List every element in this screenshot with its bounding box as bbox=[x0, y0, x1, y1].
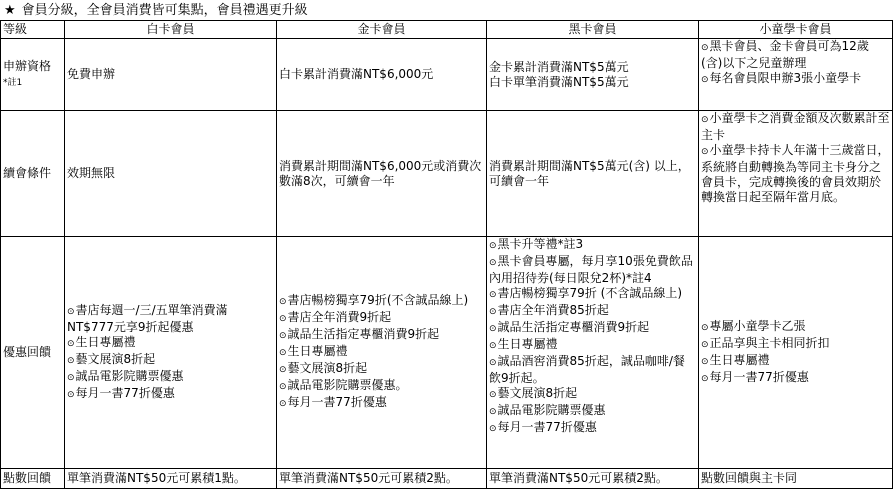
cell-text: 點數回饋與主卡同 bbox=[701, 471, 798, 485]
row-label-note: *註1 bbox=[3, 77, 23, 88]
cell-text: 單筆消費滿NT$50元可累積1點。 bbox=[67, 471, 246, 485]
col-header-black: 黑卡會員 bbox=[487, 21, 699, 39]
list-item: ⊙ 生日專屬禮 bbox=[489, 337, 696, 354]
cell-kids bbox=[699, 39, 893, 111]
cell-black bbox=[487, 111, 699, 237]
list-item: ⊙ 小童學卡持卡人年滿十三歲當日，系統將自動轉換為等同主卡身分之會員卡，完成轉換後的會員效期於轉換當日起至隔年當月底。 bbox=[701, 143, 890, 205]
list-item: ⊙ 正品享與主卡相同折扣 bbox=[701, 336, 890, 353]
col-header-level: 等級 bbox=[1, 21, 65, 39]
cell-text: 白卡單筆消費滿NT$5萬元 bbox=[489, 74, 629, 89]
row-label-text: 續會條件 bbox=[3, 166, 52, 180]
list-item: ⊙ 每月一書77折優惠 bbox=[489, 420, 696, 437]
cell-kids bbox=[699, 469, 893, 489]
list-item: ⊙ 每月一書77折優惠 bbox=[701, 370, 890, 387]
list-item: ⊙ 黑卡會員、金卡會員可為12歲(含)以下之兒童辦理 bbox=[701, 39, 890, 71]
list-item: ⊙ 書店暢榜獨享79折(不含誠品線上) bbox=[279, 293, 484, 310]
list-item: ⊙ 黑卡會員專屬，每月享10張免費飲品內用招待券(每日限兌2杯)*註4 bbox=[489, 254, 696, 286]
list-item: ⊙ 書店全年消費9折起 bbox=[279, 310, 484, 327]
cell-gold bbox=[277, 469, 487, 489]
list-item: ⊙ 每名會員限申辦3張小童學卡 bbox=[701, 71, 890, 88]
cell-white bbox=[65, 39, 277, 111]
col-header-kids: 小童學卡會員 bbox=[699, 21, 893, 39]
list-item: ⊙ 書店暢榜獨享79折 (不含誠品線上) bbox=[489, 286, 696, 303]
list-item: ⊙ 誠品電影院購票優惠。 bbox=[279, 378, 484, 395]
cell-gold bbox=[277, 39, 487, 111]
cell-text: 金卡累計消費滿NT$5萬元 bbox=[489, 59, 629, 74]
cell-white bbox=[65, 111, 277, 237]
cell-text: 消費累計期間滿NT$6,000元或消費次數滿8次，可續會一年 bbox=[279, 158, 482, 188]
col-header-gold: 金卡會員 bbox=[277, 21, 487, 39]
row-label bbox=[1, 111, 65, 237]
cell-text: 白卡累計消費滿NT$6,000元 bbox=[279, 67, 434, 81]
list-item: ⊙ 書店每週一/三/五單筆消費滿NT$777元享9折起優惠 bbox=[67, 303, 274, 335]
row-label-text: 優惠回饋 bbox=[3, 345, 52, 359]
cell-gold bbox=[277, 237, 487, 469]
cell-black bbox=[487, 237, 699, 469]
table-row bbox=[1, 111, 893, 237]
membership-table bbox=[0, 20, 893, 489]
row-label bbox=[1, 39, 65, 111]
list-item: ⊙ 誠品電影院購票優惠 bbox=[489, 403, 696, 420]
list-item: ⊙ 小童學卡之消費金額及次數累計至主卡 bbox=[701, 111, 890, 143]
row-label bbox=[1, 237, 65, 469]
col-header-white: 白卡會員 bbox=[65, 21, 277, 39]
page-title bbox=[4, 2, 308, 20]
list-item: ⊙ 每月一書77折優惠 bbox=[67, 386, 274, 403]
cell-black bbox=[487, 469, 699, 489]
cell-text: 單筆消費滿NT$50元可累積2點。 bbox=[279, 471, 458, 485]
title-text: 會員分級，全會員消費皆可集點，會員禮遇更升級 bbox=[21, 3, 308, 18]
cell-text: 免費申辦 bbox=[67, 67, 116, 81]
list-item: ⊙ 生日專屬禮 bbox=[67, 335, 274, 352]
cell-white bbox=[65, 469, 277, 489]
row-label bbox=[1, 469, 65, 489]
list-item: ⊙ 藝文展演8折起 bbox=[279, 361, 484, 378]
list-item: ⊙ 誠品生活指定專櫃消費9折起 bbox=[489, 320, 696, 337]
cell-gold bbox=[277, 111, 487, 237]
list-item: ⊙ 誠品電影院購票優惠 bbox=[67, 369, 274, 386]
list-item: ⊙ 藝文展演8折起 bbox=[489, 386, 696, 403]
header-row bbox=[1, 21, 893, 39]
list-item: ⊙ 生日專屬禮 bbox=[279, 344, 484, 361]
list-item: ⊙ 生日專屬禮 bbox=[701, 353, 890, 370]
table-row bbox=[1, 237, 893, 469]
row-label-text: 申辦資格 bbox=[3, 58, 52, 73]
cell-white bbox=[65, 237, 277, 469]
list-item: ⊙ 書店全年消費85折起 bbox=[489, 303, 696, 320]
list-item: ⊙ 誠品酒窖消費85折起，誠品咖啡/餐飲9折起。 bbox=[489, 354, 696, 386]
table-row bbox=[1, 39, 893, 111]
list-item: ⊙ 每月一書77折優惠 bbox=[279, 395, 484, 412]
cell-text: 單筆消費滿NT$50元可累積2點。 bbox=[489, 471, 668, 485]
cell-black bbox=[487, 39, 699, 111]
cell-kids bbox=[699, 111, 893, 237]
star-icon: ★ bbox=[4, 3, 16, 18]
list-item: ⊙ 專屬小童學卡乙張 bbox=[701, 319, 890, 336]
list-item: ⊙ 藝文展演8折起 bbox=[67, 352, 274, 369]
list-item: ⊙ 黑卡升等禮*註3 bbox=[489, 237, 696, 254]
cell-kids bbox=[699, 237, 893, 469]
cell-text: 效期無限 bbox=[67, 166, 116, 180]
row-label-text: 點數回饋 bbox=[3, 471, 52, 485]
table-row bbox=[1, 469, 893, 489]
list-item: ⊙ 誠品生活指定專櫃消費9折起 bbox=[279, 327, 484, 344]
cell-text: 消費累計期間滿NT$5萬元(含) 以上，可續會一年 bbox=[489, 158, 690, 188]
